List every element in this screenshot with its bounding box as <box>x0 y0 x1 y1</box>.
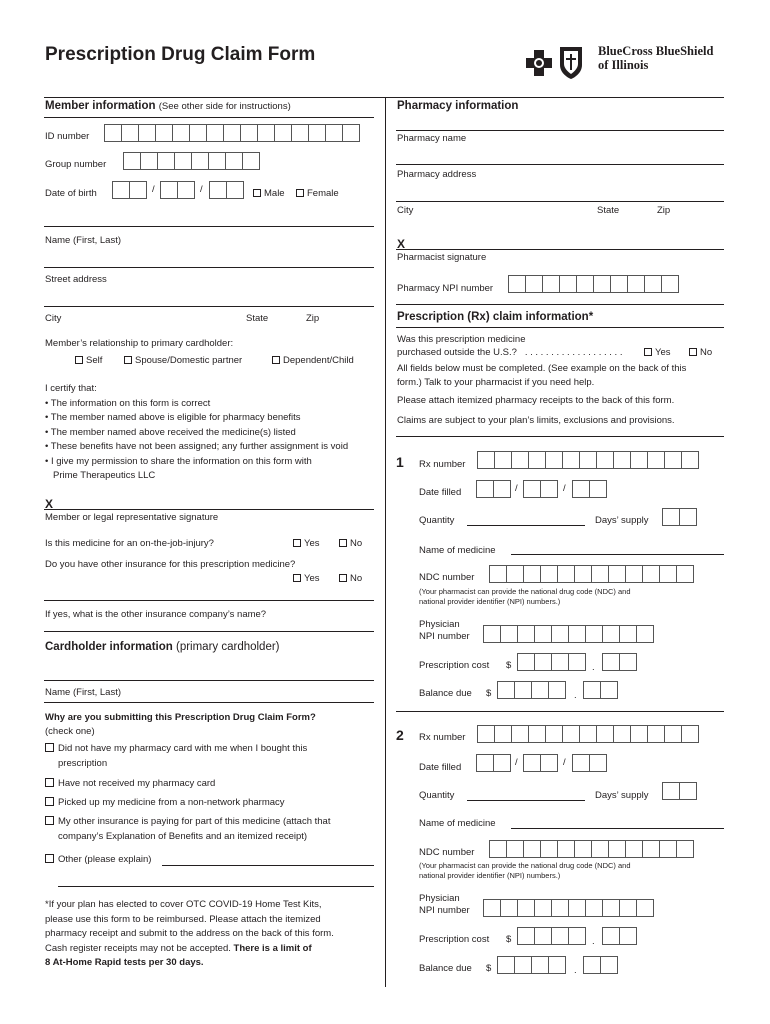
rx-item-number: 2 <box>396 727 404 743</box>
checkbox-icon[interactable] <box>272 356 280 364</box>
relationship-label: Member’s relationship to primary cardholder: <box>45 338 234 349</box>
cert-item: • The member named above received the medicine(s) listed <box>45 426 296 438</box>
dollar-sign: $ <box>506 934 512 945</box>
checkbox-icon[interactable] <box>45 797 54 806</box>
ndc-note: (Your pharmacist can provide the national drug code (NDC) and national provider identifier (NPI) numbers.) <box>419 861 631 880</box>
date-slash: / <box>563 757 566 768</box>
checkbox-icon[interactable] <box>339 539 347 547</box>
days-supply-input[interactable] <box>662 782 697 800</box>
reason-3[interactable]: Picked up my medicine from a non-network pharmacy <box>45 796 285 811</box>
date-filled-label: Date filled <box>419 762 462 773</box>
rx-item-number: 1 <box>396 454 404 470</box>
rx-item-divider <box>396 711 724 712</box>
checkbox-icon[interactable] <box>75 356 83 364</box>
pharmacy-city-label: City <box>397 205 414 216</box>
pharmacy-address-field-2[interactable] <box>396 201 724 202</box>
state-label: State <box>246 313 269 324</box>
pharmacist-signature-field[interactable] <box>396 249 724 250</box>
other-insurance-name-field[interactable] <box>44 631 374 632</box>
rx-cost-dollars[interactable] <box>517 927 586 945</box>
checkbox-icon[interactable] <box>689 348 697 356</box>
date-slash: / <box>563 483 566 494</box>
outside-us-yes[interactable]: Yes <box>644 347 671 358</box>
other-explain-field-2[interactable] <box>58 886 374 887</box>
days-supply-label: Days’ supply <box>595 515 649 526</box>
dollar-sign: $ <box>486 688 492 699</box>
other-insurance-question: Do you have other insurance for this prescription medicine? <box>45 559 296 570</box>
street-field[interactable] <box>44 306 374 307</box>
cert-item-cont: Prime Therapeutics LLC <box>53 470 156 481</box>
rx-note-1: All fields below must be completed. (See example on the back of this form.) Talk to your pharmacist if you need help. <box>397 363 687 388</box>
covid-note: *If your plan has elected to cover OTC COVID-19 Home Test Kits, please use this form to be reimbursed. Please attach the itemized pharmacy receipt and submit to the address on the back of this form. Cash register receipts may not be accepted. There is a limit of 8 At-Home Rapid tests per 30 days. <box>45 899 334 968</box>
checkbox-icon[interactable] <box>644 348 652 356</box>
dob-slash: / <box>152 184 155 195</box>
pharmacist-signature-x: X <box>397 237 406 251</box>
group-number-label: Group number <box>45 159 107 170</box>
physician-npi-input[interactable] <box>483 899 654 917</box>
dob-year-input[interactable] <box>209 181 244 199</box>
ndc-label: NDC number <box>419 847 475 858</box>
brand-name <box>598 44 713 72</box>
rx-note-2: Please attach itemized pharmacy receipts to the back of this form. <box>397 395 675 406</box>
pharmacy-name-label: Pharmacy name <box>397 133 467 144</box>
header-rule <box>44 97 724 98</box>
cardholder-name-label: Name (First, Last) <box>45 687 122 698</box>
ndc-input[interactable] <box>489 840 694 858</box>
outside-us-no[interactable]: No <box>689 347 712 358</box>
days-supply-label: Days’ supply <box>595 790 649 801</box>
rx-note-3: Claims are subject to your plan’s limits, exclusions and provisions. <box>397 415 675 426</box>
balance-due-dollars[interactable] <box>497 956 566 974</box>
dob-slash: / <box>200 184 203 195</box>
reason-2[interactable]: Have not received my pharmacy card <box>45 777 215 792</box>
brand-line2: of Illinois <box>598 58 649 72</box>
dob-rule <box>44 226 374 227</box>
outside-us-q2: purchased outside the U.S.? . . . . . . . . . . . . . . . . . . . <box>397 347 623 358</box>
physician-npi-input[interactable] <box>483 625 654 643</box>
cardholder-heading: Cardholder information (primary cardholder) <box>45 641 280 653</box>
reason-4[interactable]: My other insurance is paying for part of this medicine (attach that company’s Explanation of Benefits and an itemized receipt) <box>45 815 330 844</box>
pharmacy-address-field[interactable] <box>396 164 724 165</box>
page-title: Prescription Drug Claim Form <box>45 44 316 65</box>
certify-heading: I certify that: <box>45 383 97 394</box>
date-filled-month[interactable] <box>476 754 511 772</box>
dob-label: Date of birth <box>45 188 97 199</box>
medicine-name-field[interactable] <box>511 828 724 829</box>
member-name-label: Name (First, Last) <box>45 235 122 246</box>
checkbox-icon[interactable] <box>293 539 301 547</box>
balance-due-cents[interactable] <box>583 956 618 974</box>
male-option[interactable]: Male <box>253 188 285 199</box>
id-number-input[interactable] <box>104 124 360 142</box>
date-filled-year[interactable] <box>572 480 607 498</box>
pharmacist-signature-label: Pharmacist signature <box>397 252 487 263</box>
rel-self-option[interactable]: Self <box>75 355 102 366</box>
brand-line1: BlueCross BlueShield <box>598 44 714 58</box>
medicine-name-label: Name of medicine <box>419 545 496 556</box>
quantity-label: Quantity <box>419 515 455 526</box>
member-signature-field[interactable] <box>44 509 374 510</box>
other-insurance-no[interactable]: No <box>339 573 362 584</box>
member-heading-rule <box>44 117 374 118</box>
checkbox-icon[interactable] <box>45 743 54 752</box>
group-number-input[interactable] <box>123 152 260 170</box>
physician-npi-label: Physician NPI number <box>419 619 470 642</box>
ndc-label: NDC number <box>419 572 475 583</box>
decimal-point: . <box>592 936 595 947</box>
date-filled-label: Date filled <box>419 487 462 498</box>
checkbox-icon[interactable] <box>45 778 54 787</box>
medicine-name-label: Name of medicine <box>419 818 496 829</box>
checkbox-icon[interactable] <box>293 574 301 582</box>
cardholder-name-rule <box>44 702 374 703</box>
checkbox-icon[interactable] <box>45 854 54 863</box>
check-one-label: (check one) <box>45 726 95 737</box>
street-label: Street address <box>45 274 107 285</box>
checkbox-icon[interactable] <box>339 574 347 582</box>
job-injury-yes[interactable]: Yes <box>293 538 320 549</box>
date-slash: / <box>515 483 518 494</box>
dollar-sign: $ <box>506 660 512 671</box>
city-label: City <box>45 313 62 324</box>
member-signature-x: X <box>45 497 54 511</box>
cardholder-name-field[interactable] <box>44 680 374 681</box>
cert-item: • The member named above is eligible for pharmacy benefits <box>45 412 301 423</box>
ndc-note: (Your pharmacist can provide the national drug code (NDC) and national provider identifier (NPI) numbers.) <box>419 587 631 606</box>
checkbox-icon[interactable] <box>296 189 304 197</box>
outside-us-q1: Was this prescription medicine <box>397 334 526 345</box>
rx-number-label: Rx number <box>419 459 466 470</box>
rx-number-label: Rx number <box>419 732 466 743</box>
certification <box>45 382 348 484</box>
checkbox-icon[interactable] <box>253 189 261 197</box>
rel-dependent-option[interactable]: Dependent/Child <box>272 355 354 366</box>
quantity-label: Quantity <box>419 790 455 801</box>
medicine-name-field[interactable] <box>511 554 724 555</box>
cert-item: • I give my permission to share the information on this form with <box>45 455 312 467</box>
rel-spouse-option[interactable]: Spouse/Domestic partner <box>124 355 242 366</box>
reason-1[interactable]: Did not have my pharmacy card with me when I bought this prescription <box>45 742 307 771</box>
member-heading: Member information (See other side for instructions) <box>45 100 291 112</box>
member-name-field[interactable] <box>44 267 374 268</box>
other-insurance-yes[interactable]: Yes <box>293 573 320 584</box>
checkbox-icon[interactable] <box>124 356 132 364</box>
rx-cost-cents[interactable] <box>602 927 637 945</box>
zip-label: Zip <box>306 313 320 324</box>
ndc-input[interactable] <box>489 565 694 583</box>
balance-due-label: Balance due <box>419 963 472 974</box>
other-insurance-rule <box>44 600 374 601</box>
rx-cost-dollars[interactable] <box>517 653 586 671</box>
rx-cost-cents[interactable] <box>602 653 637 671</box>
date-filled-year[interactable] <box>572 754 607 772</box>
pharmacy-npi-input[interactable] <box>508 275 679 293</box>
quantity-field[interactable] <box>467 525 585 526</box>
reason-5[interactable]: Other (please explain) <box>45 853 151 868</box>
date-filled-day[interactable] <box>523 480 558 498</box>
member-signature-label: Member or legal representative signature <box>45 512 219 523</box>
dob-month-input[interactable] <box>112 181 147 199</box>
pharmacy-state-label: State <box>597 205 620 216</box>
cert-item: • These benefits have not been assigned; any further assignment is void <box>45 441 349 452</box>
other-explain-field[interactable] <box>162 865 374 866</box>
rx-cost-label: Prescription cost <box>419 934 490 945</box>
cert-item: • The information on this form is correct <box>45 397 211 409</box>
why-question: Why are you submitting this Prescription Drug Claim Form? <box>45 712 316 723</box>
id-number-label: ID number <box>45 131 90 142</box>
balance-due-label: Balance due <box>419 688 472 699</box>
dollar-sign: $ <box>486 963 492 974</box>
rx-notes-rule <box>396 436 724 437</box>
date-slash: / <box>515 757 518 768</box>
rx-heading-rule <box>396 327 724 328</box>
date-filled-month[interactable] <box>476 480 511 498</box>
pharmacy-heading: Pharmacy information <box>397 100 519 112</box>
date-filled-day[interactable] <box>523 754 558 772</box>
rx-number-input[interactable] <box>477 451 699 469</box>
pharmacy-zip-label: Zip <box>657 205 671 216</box>
dob-day-input[interactable] <box>160 181 195 199</box>
job-injury-no[interactable]: No <box>339 538 362 549</box>
pharmacy-npi-rule <box>396 304 724 305</box>
decimal-point: . <box>574 965 577 976</box>
female-option[interactable]: Female <box>296 188 339 199</box>
pharmacy-address-label: Pharmacy address <box>397 169 477 180</box>
checkbox-icon[interactable] <box>45 816 54 825</box>
other-insurance-name-label: If yes, what is the other insurance company’s name? <box>45 609 267 620</box>
pharmacy-npi-label: Pharmacy NPI number <box>397 283 494 294</box>
pharmacy-name-field[interactable] <box>396 130 724 131</box>
bcbs-logo-icon <box>526 44 586 80</box>
rx-number-input[interactable] <box>477 725 699 743</box>
balance-due-cents[interactable] <box>583 681 618 699</box>
rx-cost-label: Prescription cost <box>419 660 490 671</box>
balance-due-dollars[interactable] <box>497 681 566 699</box>
job-injury-question: Is this medicine for an on-the-job-injury? <box>45 538 214 549</box>
decimal-point: . <box>574 690 577 701</box>
column-divider <box>385 97 386 987</box>
days-supply-input[interactable] <box>662 508 697 526</box>
decimal-point: . <box>592 662 595 673</box>
physician-npi-label: Physician NPI number <box>419 893 470 916</box>
quantity-field[interactable] <box>467 800 585 801</box>
rx-heading: Prescription (Rx) claim information* <box>397 311 594 323</box>
